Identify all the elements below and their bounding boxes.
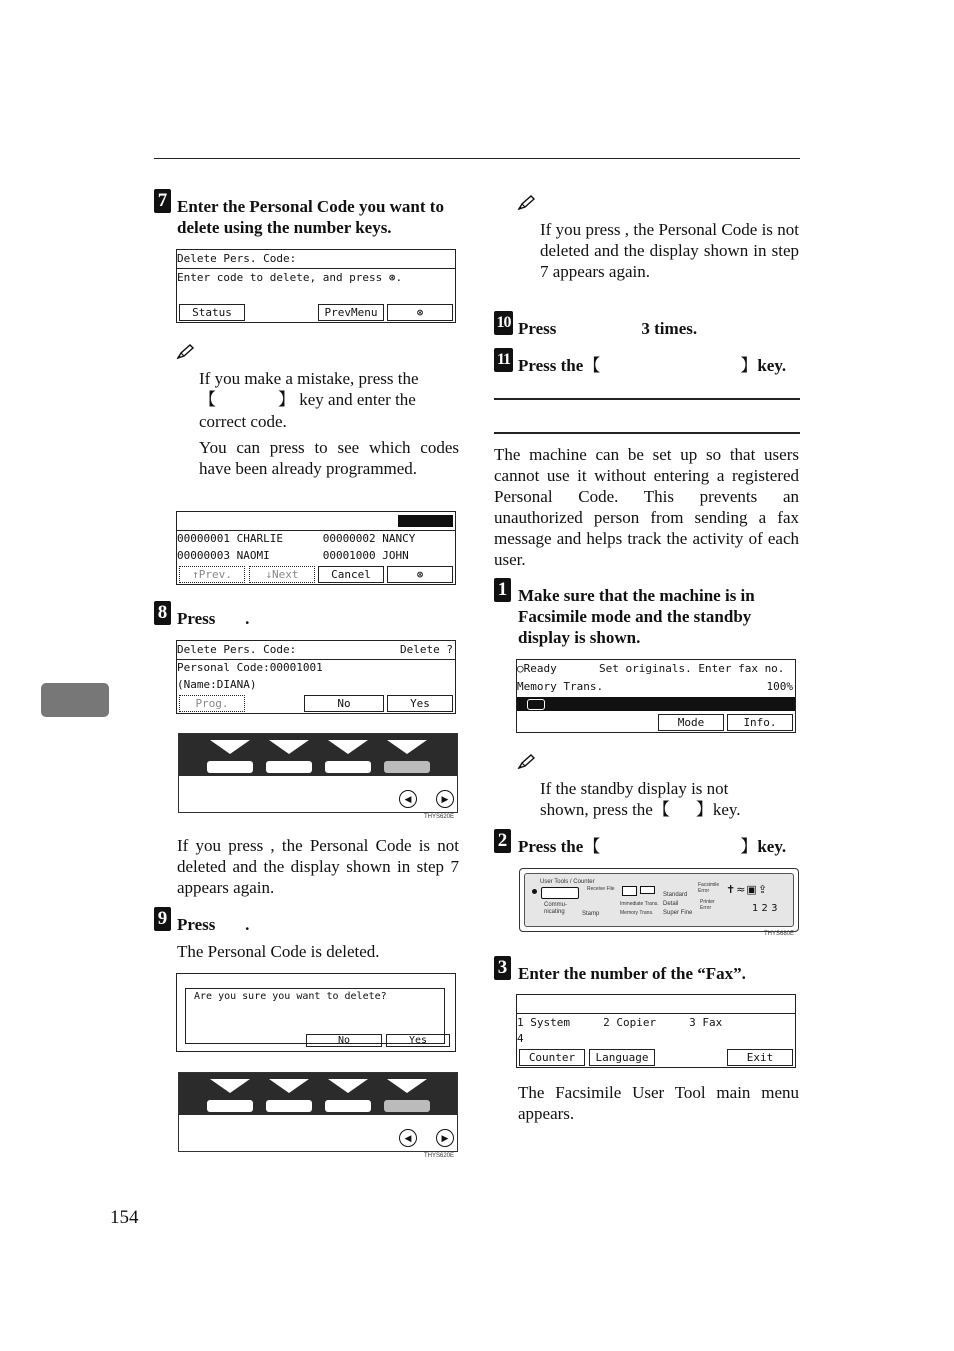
right-arrow-icon[interactable]: ▶ (436, 790, 454, 808)
right-arrow-icon[interactable]: ▶ (436, 1129, 454, 1147)
yes-button[interactable]: Yes (386, 1034, 450, 1047)
section-intro: The machine can be set up so that users cannot use it without entering a registered Personal Code. This prevents an unauthorized person from sending a fax message and helps track the activity of each user. (494, 445, 799, 569)
lcd-standby-display (516, 659, 796, 733)
lcd-menu-option-4: 4 (517, 1032, 524, 1045)
memory-trans-label: Memory Trans. (620, 910, 654, 916)
lcd-instruction: Set originals. Enter fax no. (599, 662, 785, 675)
lcd-line-1: Delete Pers. Code: (177, 643, 297, 656)
selection-key-panel (178, 1072, 458, 1152)
lcd-menu-options: 1 System 2 Copier 3 Fax (517, 1016, 723, 1029)
selection-key-2[interactable] (266, 761, 312, 773)
step-9-icon: 9 (154, 907, 171, 931)
selection-key-3[interactable] (325, 1100, 371, 1112)
code-entry-field (398, 515, 453, 527)
operation-panel (519, 868, 799, 932)
down-arrow-icon (387, 740, 427, 754)
prev-button[interactable]: ↑Prev. (179, 566, 245, 583)
down-arrow-icon (210, 1079, 250, 1093)
page-number: 154 (110, 1207, 139, 1228)
header-rule (154, 158, 800, 159)
selection-key-panel (178, 733, 458, 813)
figure-code: THYS620E (424, 814, 455, 820)
step-3-result: The Facsimile User Tool main menu appears. (518, 1083, 799, 1123)
indicator-light (532, 889, 537, 894)
figure-code: THYS620E (424, 1153, 455, 1159)
no-button[interactable]: No (306, 1034, 382, 1047)
prevmenu-button[interactable]: PrevMenu (318, 304, 384, 321)
section-rule (494, 432, 800, 434)
step-1-icon: 1 (494, 578, 511, 602)
info-button[interactable]: Info. (727, 714, 793, 731)
step-7-text: Enter the Personal Code you want to delete using the number keys. (177, 197, 444, 237)
chapter-tab (41, 683, 109, 717)
figure-code: THYS680E (764, 931, 795, 937)
step-8-text: Press . (177, 609, 250, 628)
receive-file-icon (622, 886, 637, 896)
prog-button[interactable]: Prog. (179, 695, 245, 712)
counter-icon (640, 886, 655, 894)
note-pencil-icon (517, 195, 537, 211)
selection-key-1[interactable] (207, 1100, 253, 1112)
note-mistake: If you make a mistake, press the 【 】 key and enter the correct code. (199, 369, 419, 431)
down-arrow-icon (387, 1079, 427, 1093)
note-pencil-icon (176, 344, 196, 360)
left-arrow-icon[interactable]: ◀ (399, 1129, 417, 1147)
left-arrow-icon[interactable]: ◀ (399, 790, 417, 808)
step-10-text: Press 3 times. (518, 319, 698, 338)
lcd-memory-percent: 100% (766, 680, 793, 693)
status-button[interactable]: Status (179, 304, 245, 321)
detail-label: Detail (663, 901, 679, 907)
selection-key-4[interactable] (384, 761, 430, 773)
lcd-line-3: (Name:DIANA) (177, 678, 257, 691)
lcd-memory-trans: Memory Trans. (517, 680, 604, 693)
lcd-status-list (176, 511, 456, 585)
step-2-icon: 2 (494, 829, 511, 853)
next-button[interactable]: ↓Next (249, 566, 315, 583)
phone-icon (527, 699, 545, 710)
stamp-label: Stamp (582, 911, 600, 917)
immediate-trans-label: Immediate Trans. (620, 901, 659, 907)
communicating-label: Commu- nicating (544, 902, 568, 915)
lcd-line-1: Delete Pers. Code: (177, 252, 297, 265)
step-7-icon: 7 (154, 189, 171, 213)
lcd-status-line (177, 513, 455, 529)
printer-error-label: Printer Error (700, 899, 715, 911)
no-button[interactable]: No (304, 695, 384, 712)
step-11-text: Press the【 】key. (518, 356, 787, 376)
right-note: If you press , the Personal Code is not deleted and the display shown in step 7 appears again. (540, 220, 799, 281)
standard-label: Standard (663, 892, 688, 898)
yes-button[interactable]: Yes (387, 695, 453, 712)
lcd-line-1-right: Delete ? (400, 643, 453, 656)
lcd-ready: ○Ready (517, 662, 557, 675)
language-button[interactable]: Language (589, 1049, 655, 1066)
lcd-delete-pers-code (176, 249, 456, 323)
down-arrow-icon (328, 1079, 368, 1093)
lcd-destination-bar (517, 697, 795, 711)
dialog-question: Are you sure you want to delete? (194, 991, 387, 1002)
step-1-text: Make sure that the machine is in Facsimile mode and the standby display is shown. (518, 586, 755, 647)
down-arrow-icon (269, 740, 309, 754)
ok-button[interactable]: ⊛ (387, 304, 453, 321)
selection-key-3[interactable] (325, 761, 371, 773)
section-rule (494, 398, 800, 400)
lcd-code-row: 00000003 NAOMI 00001000 JOHN (177, 549, 409, 562)
lcd-line-3 (177, 286, 455, 302)
cancel-button[interactable]: Cancel (318, 566, 384, 583)
note-status: You can press to see which codes have been already programmed. (199, 438, 459, 478)
fax-error-label: Facsimile Error (698, 882, 720, 894)
ok-button[interactable]: ⊛ (387, 566, 453, 583)
note-pencil-icon (517, 754, 537, 770)
selection-key-2[interactable] (266, 1100, 312, 1112)
exit-button[interactable]: Exit (727, 1049, 793, 1066)
step-9-text: Press . (177, 915, 250, 934)
step-3-text: Enter the number of the “Fax”. (518, 964, 746, 983)
step-11-icon: 11 (494, 348, 513, 372)
status-icons: ✝≈▣⇪ (726, 883, 769, 896)
step-3-icon: 3 (494, 956, 511, 980)
step-10-icon: 10 (494, 311, 513, 335)
lcd-user-tools-menu (516, 994, 796, 1068)
down-arrow-icon (328, 740, 368, 754)
step-9-result: The Personal Code is deleted. (177, 942, 380, 961)
step-8-icon: 8 (154, 601, 171, 625)
lcd-line-2: Enter code to delete, and press ⊛. (177, 271, 403, 284)
receive-file-label: Receive File (587, 886, 615, 892)
lcd-select-number (689, 996, 795, 1012)
down-arrow-icon (269, 1079, 309, 1093)
step-8-note: If you press , the Personal Code is not deleted and the display shown in step 7 appears again. (177, 836, 459, 897)
lcd-line-2: Personal Code:00001001 (177, 661, 323, 674)
selection-key-1[interactable] (207, 761, 253, 773)
user-tools-key[interactable] (541, 887, 579, 899)
lcd-code-row: 00000001 CHARLIE 00000002 NANCY (177, 532, 416, 545)
super-fine-label: Super Fine (663, 910, 693, 916)
user-tools-label: User Tools / Counter (540, 879, 595, 885)
selection-key-4[interactable] (384, 1100, 430, 1112)
lcd-delete-confirm (176, 640, 456, 714)
step-2-text: Press the【 】key. (518, 837, 787, 857)
line-keys: 1 2 3 (752, 903, 778, 914)
mode-button[interactable]: Mode (658, 714, 724, 731)
counter-button[interactable]: Counter (519, 1049, 585, 1066)
standby-note: If the standby display is not shown, press the【 】key. (540, 779, 741, 820)
delete-confirm-dialog (176, 973, 456, 1052)
down-arrow-icon (210, 740, 250, 754)
